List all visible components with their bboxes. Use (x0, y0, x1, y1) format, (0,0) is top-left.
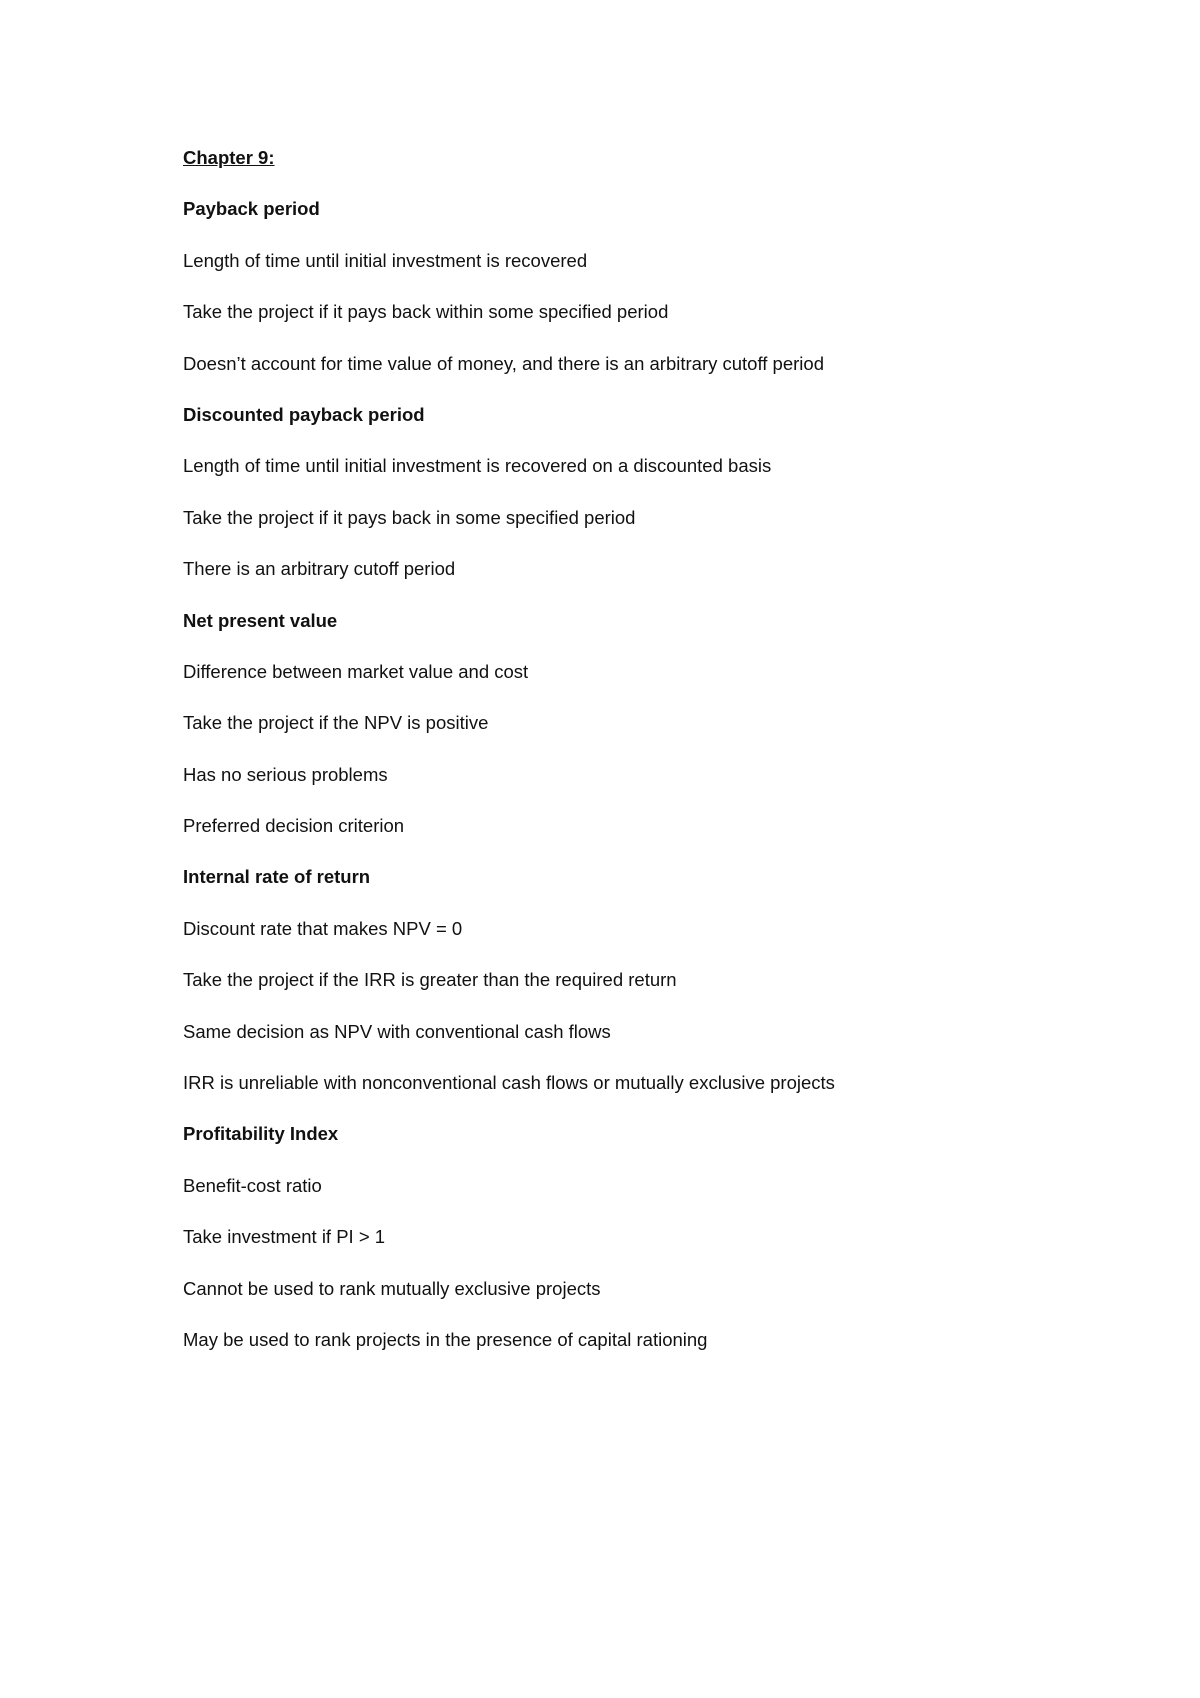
text-line: IRR is unreliable with nonconventional cash flows or mutually exclusive projects (183, 1072, 835, 1094)
section-heading: Payback period (183, 198, 320, 220)
chapter-title: Chapter 9: (183, 147, 275, 168)
text-line: Discount rate that makes NPV = 0 (183, 917, 463, 939)
text-line: Doesn’t account for time value of money, and there is an arbitrary cutoff period (183, 352, 824, 374)
text-line: Has no serious problems (183, 763, 388, 785)
section-heading: Profitability Index (183, 1123, 339, 1145)
text-line: Length of time until initial investment is recovered (183, 249, 588, 271)
section-discounted-payback-period (183, 404, 1133, 610)
text-line: Take the project if the IRR is greater than the required return (183, 969, 677, 991)
section-internal-rate-of-return (183, 866, 1133, 1123)
text-line: There is an arbitrary cutoff period (183, 558, 456, 580)
text-line: Preferred decision criterion (183, 815, 405, 837)
text-line: Take investment if PI > 1 (183, 1226, 386, 1248)
text-line: Take the project if it pays back in some specified period (183, 506, 636, 528)
text-line: Benefit-cost ratio (183, 1174, 322, 1196)
text-line: Take the project if it pays back within some specified period (183, 301, 669, 323)
section-net-present-value (183, 610, 1133, 867)
section-heading: Net present value (183, 609, 338, 631)
section-payback-period (183, 198, 1133, 404)
section-profitability-index (183, 1123, 1133, 1380)
section-heading: Discounted payback period (183, 403, 425, 425)
text-line: Length of time until initial investment is recovered on a discounted basis (183, 455, 772, 477)
document-body (183, 147, 1133, 1380)
text-line: Difference between market value and cost (183, 660, 529, 682)
text-line: May be used to rank projects in the presence of capital rationing (183, 1328, 708, 1350)
text-line: Same decision as NPV with conventional cash flows (183, 1020, 611, 1042)
text-line: Take the project if the NPV is positive (183, 712, 489, 734)
text-line: Cannot be used to rank mutually exclusive projects (183, 1277, 601, 1299)
section-heading: Internal rate of return (183, 866, 371, 888)
